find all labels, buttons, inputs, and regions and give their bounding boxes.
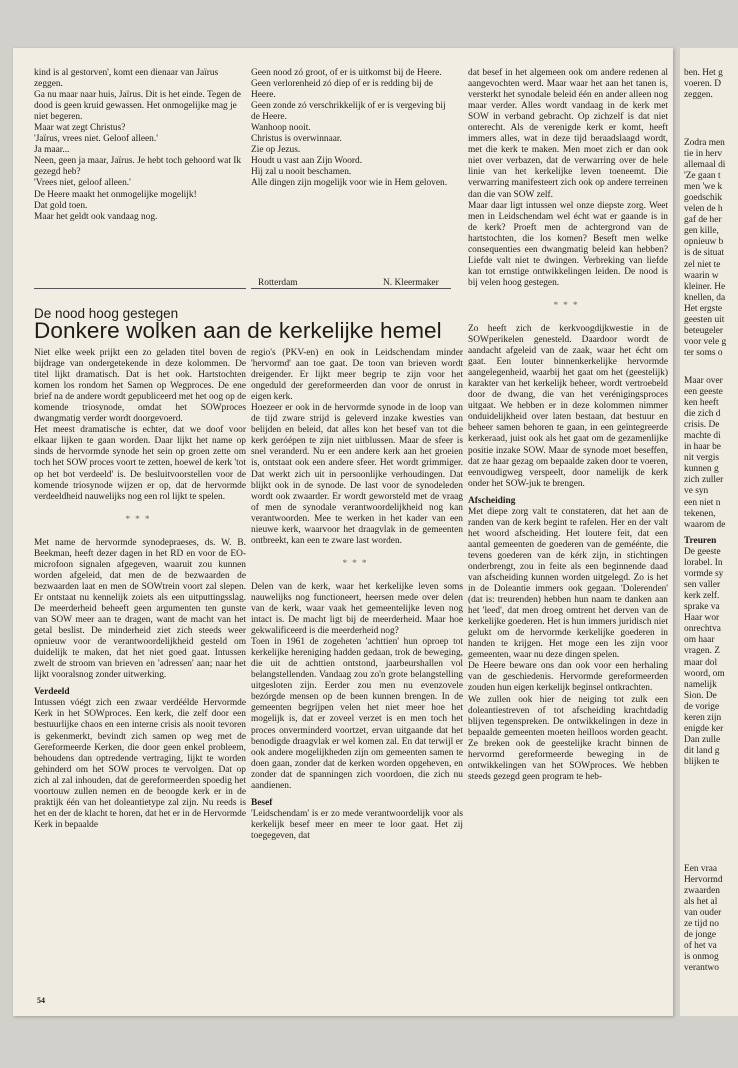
top-line: Dat gold toen. bbox=[34, 200, 88, 211]
top-line: Hij zal u nooit beschamen. bbox=[251, 167, 352, 178]
top-line: Geen verlorenheid zó diep of er is redding bij de Heere. bbox=[251, 79, 433, 101]
section-heading: Afscheiding bbox=[468, 495, 516, 506]
top-line: De Heere maakt het onmogelijke mogelijk! bbox=[34, 189, 197, 200]
top-column-1 bbox=[34, 68, 246, 290]
paragraph: Met name de hervormde synodepraeses, ds. W. B. Beekman, heeft dezer dagen in het RD en voor de EO-microfoon signalen afgegeven, waaruit zou kunnen worden afgeleid, dat men de de bezwaarden de bezwaarden laat en men de SOWtrein voort zal slepen. Er ontstaat nu kennelijk zoiets als een uitputtingsslag. De meerderheid beheeft geen argumenten ten gunste van SOW meer aan te dragen, want de macht van het getal beslist. De minderheid ziet zich steeds weer opnieuw voor de verantwoordelijkheid gesteld om duidelijk te maken, dat het niet goed gaat. Intussen zwelt de stroom van brieven en 'adressen' aan; naar het lijkt vooralsnog zonder uitwerking. bbox=[34, 537, 246, 681]
signature-author: N. Kleermaker bbox=[383, 278, 439, 288]
top-line: Zie op Jezus. bbox=[251, 145, 301, 156]
top-line: Neen, geen ja maar, Jaïrus. Je hebt toch gehoord wat Ik gezegd heb? bbox=[34, 156, 242, 178]
top-line: 'Jaïrus, vrees niet. Geloof alleen.' bbox=[34, 134, 158, 145]
top-rule-1 bbox=[34, 288, 246, 289]
top-line: 'Vrees niet, geloof alleen.' bbox=[34, 178, 131, 189]
top-line: Maar wat zegt Christus? bbox=[34, 123, 126, 134]
paragraph: We zullen ook hier de neiging tot zulk een doleantiestreven of tot afscheiding krachtdadig blijven tegenspreken. De ontwikkelingen in deze in bepaalde gemeenten moeten heilloos worden geacht. Ze breken ook de geestelijke kracht binnen de hervormd gereformeerde beweging in de ontwikkelingen van het SOWproces. We hebben steeds gezegd geen program te heb- bbox=[468, 694, 668, 782]
article-kicker: De nood hoog gestegen bbox=[34, 306, 179, 321]
paragraph: Maar daar ligt intussen wel onze diepste zorg. Weet men in Leidschendam wel écht wat er gaande is in de kerk? Proeft men de achtergrond van de hartstochten, die los komen? Beseft men welke consequenties een dwangmatig beleid kan hebben? Liefde valt niet te dwingen. Verbreking van liefde kan tot ernstige ontwikkelingen leiden. De nood is bij velen hoog gestegen. bbox=[468, 200, 668, 288]
next-page-block-1: ben. Het g voeren. D zeggen. bbox=[684, 68, 723, 101]
section-separator: *** bbox=[553, 300, 583, 311]
top-line: Alle dingen zijn mogelijk voor wie in Hem geloven. bbox=[251, 178, 448, 189]
next-page-fragment bbox=[680, 48, 738, 1016]
section-heading: Verdeeld bbox=[34, 687, 70, 698]
signature-place: Rotterdam bbox=[258, 278, 298, 288]
page-number: 54 bbox=[37, 996, 45, 1005]
top-line: kind is al gestorven', komt een dienaar van Jaïrus zeggen. bbox=[34, 68, 219, 90]
article-column-3 bbox=[468, 68, 668, 993]
article-headline: Donkere wolken aan de kerkelijke hemel bbox=[34, 318, 442, 343]
paragraph: Zo heeft zich de kerkvoogdijkwestie in de SOWperikelen genesteld. Daardoor wordt de aandacht afgeleid van de zaak, waar het écht om gaat. Een louter binnenkerkelijke hervormde aangelegenheid, waarbij het gaat om het (geestelijk) karakter van het kerkelijk beheer, wordt vertroebeld door de dwang, die van het verénigingsproces uitgaat. We hebben er in deze kolommen nimmer onduidelijkheid over laten bestaan, dat bestuur en beheer samen behoren te gaan, in een geïntegreerde kerkeraad, juist ook als het gaat om de gezamenlijke positie inzake SOW. Maar de synode moet beseffen, dat ze haar gezag om bepaalde zaken door te voeren, eenvoudigweg verspeelt, door namelijk de kerk onder het SOW-juk te brengen. bbox=[468, 323, 668, 489]
next-page-block-3: Maar over een geeste ken heeft die zich d crisis. De machte di in haar be nit vergis kunnen g zich zuller ve syn een niet n tekenen, waarom de bbox=[684, 376, 726, 530]
section-separator: *** bbox=[125, 514, 155, 525]
top-column-2 bbox=[251, 68, 451, 278]
paragraph: Toen in 1961 de zogeheten 'achttien' hun oproep tot kerkelijke hereniging hadden gedaan, trok de beweging, die uit de achttien ontstond, jaarbeurshallen vol belangstellenden. Vandaag zou zo'n grote belangstelling uitgesloten zijn. Eerder zou men nu evenzovele bezórgde mensen op de been kunnen brengen. In de gemeenten begrijpen velen het niet meer hoe het mogelijk is, dat er zoveel verzet is en men toch het proces onverminderd voortzet, ervan uitgaande dat het benodigde draagvlak er wel komen zal. En dat terwijl er ook andere mogelijkheden zijn om gemeenten samen te doen gaan, zonder dat de kerken worden opgeheven, en zonder dat de spanningen zich voordoen, die zich nu aandienen. bbox=[251, 637, 463, 791]
top-line: Geen nood zó groot, of er is uitkomst bij de Heere. bbox=[251, 68, 442, 78]
paragraph: dat besef in het algemeen ook om andere redenen al aangevochten werd. Maar waar het aan het tanen is, versterkt het synodale beleid één en ander alleen nog maar verder. Alles wordt vandaag in de kerk met SOW in verband gebracht. Op zichzelf is dat niet onterecht. Als de verenigde kerk er komt, heeft immers alles, wat in deze tijd beraadslaagd wordt, met die kerk te maken. Men moet zich er dan ook niet over verbazen, dat de verwarring over de hele linie van het kerkelijke leven toeneemt. Die verwarring manifesteert zich ook op andere terreinen dan die van SOW zelf. bbox=[468, 68, 668, 200]
top-line: Maar het geldt ook vandaag nog. bbox=[34, 211, 158, 222]
paragraph: 'Leidschendam' is er zo mede verantwoordelijk voor als kerkelijk besef meer en meer te loor gaat. Het zij toegegeven, dat bbox=[251, 808, 463, 841]
magazine-page bbox=[13, 48, 673, 1016]
article-column-1 bbox=[34, 348, 246, 993]
paragraph: Delen van de kerk, waar het kerkelijke leven soms nauwelijks nog functioneert, heersen mede over delen van de kerk, waar vaak het gemeentelijke leven nog intact is. De macht ligt bij de meerderheid. Maar hoe gekwalificeerd is die meerderheid nog? bbox=[251, 581, 463, 637]
section-heading: Besef bbox=[251, 797, 273, 808]
paragraph: Het meest dramatische is echter, dat we doof voor elkaar lijken te gaan worden. Daar lijkt het name op sinds de hervormde synode het sein op groen zette om toch het SOW proces voort te zetten, hoewel de kerk 'tot op het bot verdeeld' is. De besluitvoorstellen voor de komende triosynode wijzen er op, dat de hervormde verdeeldheid nauwelijks nog een rol lijkt te spelen. bbox=[34, 425, 246, 502]
top-line: Wanhoop nooit. bbox=[251, 123, 311, 134]
next-page-block-4: Treuren De geeste lorabel. In vormde sy sen valler kerk zelf. sprake va Haar wor onrechtva om haar vragen. Z maar dol woord, om namelijk Sion. De de vorige keren zijn enigde ker Dan zulle dit land g blijken te bbox=[684, 536, 725, 767]
next-page-block-2: Zodra men tie in herv allemaal di 'Ze gaan t men 'we k goedschik velen de h gaf de her gen kille, opnieuw b is de situat zel niet te waarin w kleiner. He knellen, da Het ergste geesten uit beteugeler voor vele g ter soms o bbox=[684, 138, 727, 358]
top-line: Ja maar... bbox=[34, 145, 70, 156]
paragraph: regio's (PKV-en) en ook in Leidschendam minder 'hervormd' aan toe gaat. De toon van brieven wordt dreigender. Er lijkt meer begrip te zijn voor het ongeduld der gereformeerden dan voor de onrust in eigen kerk. bbox=[251, 348, 463, 403]
top-line: Geen zonde zó verschrikkelijk of er is vergeving bij de Heere. bbox=[251, 101, 446, 123]
top-line: Houdt u vast aan Zijn Woord. bbox=[251, 156, 363, 167]
next-page-heading: Treuren bbox=[684, 536, 717, 546]
paragraph: Niet elke week prijkt een zo geladen titel boven de bijdrage van ondergetekende in deze kolommen. De titel lijkt dramatisch. Dat is het ook. Hartstochten komen los rondom het Samen op Wegproces. De ene brief na de andere wordt gepubliceerd met het oog op de komende triosynode, omdat het SOWproces dwangmatig verder wordt doorgevoerd. bbox=[34, 348, 246, 425]
paragraph: Intussen vóégt zich een zwaar verdéélde Hervormde Kerk in het SOWproces. Een kerk, die zelf door een bestuurlijke chaos en een interne crisis als nooit tevoren is gekenmerkt, bevindt zich samen op weg met de Gereformeerde Kerken, die door geen enkel probleem, behoudens dan optredende vertraging, lijkt te worden gehinderd om het SOW proces te vervolgen. Dat op zich al zal inhouden, dat de gereformeerden spoedig het voortouw zullen nemen en de beoogde kerk er in de praktijk één van het doleantietype zal zijn. Nu reeds is het en der de klacht te horen, dat het er in de Hervormde Kerk in bepaalde bbox=[34, 698, 246, 830]
next-page-block-5: Een vraa Hervormd zwaarden als het al van ouder ze tijd no de jonge of het va is onmog verantwo bbox=[684, 864, 723, 974]
paragraph: De Heere beware ons dan ook voor een herhaling van de geschiedenis. Hervormde gereformeerden zouden hun eigen kerkelijk beginsel ontkrachten. bbox=[468, 661, 668, 694]
article-column-2 bbox=[251, 348, 463, 993]
top-rule-2 bbox=[251, 288, 451, 289]
top-line: Christus is overwinnaar. bbox=[251, 134, 342, 145]
paragraph: Hoezeer er ook in de hervormde synode in de loop van de tijd zware strijd is geleverd inzake kwesties van belijden en beleid, dat alles kon het besef van tot die kerk geróépen te zijn niet uitblussen. Maar de sfeer is snel veranderd. Nu er een andere kerk aan het groeien is, ontstaat ook een andere sfeer. Het wordt grimmiger. Dat werkt zich uit in persoonlijke verhoudingen. Dat blijkt ook in de synode. De last voor de synodeleden wordt ook zwaarder. Er wordt geworsteld met de vraag of men de synodale verantwoordelijkheid nog kan verantwoorden. Mee te werken in het kader van een nieuwe kerk, waarvoor het draagvlak in de gemeenten ontbreekt, kan een te zware last worden. bbox=[251, 403, 463, 546]
top-line: Ga nu maar naar huis, Jaïrus. Dit is het einde. Tegen de dood is geen kruid gewassen. Het onmogelijke mag je niet begeren. bbox=[34, 90, 241, 123]
paragraph: Met diepe zorg valt te constateren, dat het aan de randen van de kerk begint te rafelen. Her en der valt het woord afscheiding. Het loutere feit, dat een aantal gemeenten de goederen van de geméénte, die tevens goederen van de kérk zijn, in stichtingen onderbrengt, zou in feite als een beginnende daad van afscheiding kunnen worden uitgelegd. Zo is het in de Doleantie immers ook gegaan. 'Dolerenden' (dat is: treurenden) hebben hun naam te danken aan het 'leed', dat men droeg omtrent het derven van de kerkelijke goederen. Het is hun immers juridisch niet gelukt om de hervormde kerkelijke goederen in handen te krijgen. Het moge een les zijn voor gemeenten, waar nu deze dingen spelen. bbox=[468, 506, 668, 661]
section-separator: *** bbox=[342, 558, 372, 569]
